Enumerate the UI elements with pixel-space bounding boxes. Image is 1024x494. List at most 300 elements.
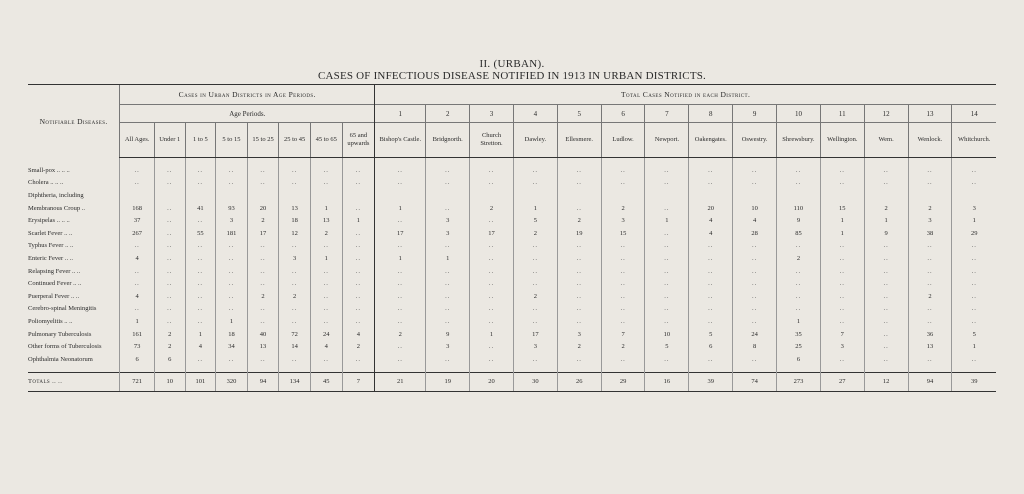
table-cell: 3 <box>279 252 311 265</box>
table-cell: .. <box>154 227 185 240</box>
disease-label: Puerperal Fever .. .. <box>28 292 80 300</box>
table-cell: .. <box>908 315 952 328</box>
table-cell: .. <box>645 252 689 265</box>
table-cell: 6 <box>154 353 185 366</box>
table-cell: .. <box>689 277 733 290</box>
table-row <box>28 303 996 316</box>
table-cell: 2 <box>557 340 601 353</box>
table-cell <box>557 189 601 202</box>
table-cell: 7 <box>342 372 375 391</box>
table-cell: .. <box>279 303 311 316</box>
district-name-header: Newport. <box>645 123 689 158</box>
table-cell: 1 <box>777 315 821 328</box>
table-cell: .. <box>426 303 470 316</box>
district-number-2: 2 <box>426 105 470 123</box>
district-name-header: Church Stretton. <box>470 123 514 158</box>
table-cell: 3 <box>426 227 470 240</box>
table-cell: 5 <box>645 340 689 353</box>
table-cell: .. <box>733 290 777 303</box>
table-cell: .. <box>601 353 645 366</box>
table-cell: .. <box>864 240 908 253</box>
table-row <box>28 177 996 190</box>
table-row <box>28 340 996 353</box>
table-cell: 3 <box>426 214 470 227</box>
table-cell: 1 <box>342 214 375 227</box>
table-cell: 38 <box>908 227 952 240</box>
table-cell: .. <box>375 277 426 290</box>
table-cell: .. <box>279 240 311 253</box>
table-cell: .. <box>154 277 185 290</box>
table-cell: .. <box>601 290 645 303</box>
table-cell: .. <box>645 353 689 366</box>
table-cell: 1 <box>185 328 216 341</box>
table-cell: 15 <box>601 227 645 240</box>
table-cell: 10 <box>154 372 185 391</box>
table-cell: 19 <box>557 227 601 240</box>
table-cell: .. <box>689 315 733 328</box>
table-cell: .. <box>216 353 248 366</box>
table-cell: .. <box>247 315 279 328</box>
age-column-header: 15 to 25 <box>247 123 279 158</box>
table-cell: .. <box>645 164 689 177</box>
table-cell: 2 <box>470 202 514 215</box>
table-cell: .. <box>864 290 908 303</box>
table-cell: 2 <box>908 290 952 303</box>
table-cell: .. <box>310 240 342 253</box>
district-name-header: Ludlow. <box>601 123 645 158</box>
district-name-header: Bridgnorth. <box>426 123 470 158</box>
disease-label: Membranous Croup .. <box>28 204 86 212</box>
table-cell: .. <box>908 240 952 253</box>
table-cell <box>470 189 514 202</box>
table-cell: .. <box>733 353 777 366</box>
table-cell: .. <box>864 328 908 341</box>
table-cell: .. <box>279 353 311 366</box>
table-cell: .. <box>470 164 514 177</box>
table-cell: 2 <box>513 227 557 240</box>
table-cell: .. <box>342 277 375 290</box>
table-cell: 1 <box>470 328 514 341</box>
table-cell: .. <box>185 265 216 278</box>
table-cell: 6 <box>777 353 821 366</box>
table-cell: .. <box>375 164 426 177</box>
disease-label: Relapsing Fever .. .. <box>28 267 81 275</box>
table-cell: .. <box>601 303 645 316</box>
table-cell: .. <box>689 290 733 303</box>
table-cell: .. <box>689 177 733 190</box>
table-cell: 9 <box>426 328 470 341</box>
table-cell: .. <box>185 177 216 190</box>
table-cell: .. <box>185 290 216 303</box>
table-cell: .. <box>645 240 689 253</box>
table-row <box>28 214 996 227</box>
age-column-header: All Ages. <box>120 123 155 158</box>
table-cell <box>908 189 952 202</box>
district-name-header: Wellington. <box>820 123 864 158</box>
disease-label: Pulmonary Tuberculosis <box>28 330 92 338</box>
table-cell: .. <box>279 315 311 328</box>
table-cell <box>279 189 311 202</box>
table-cell: 2 <box>247 214 279 227</box>
table-cell: .. <box>342 265 375 278</box>
table-cell: .. <box>310 277 342 290</box>
table-cell: 267 <box>120 227 155 240</box>
table-cell: .. <box>557 252 601 265</box>
table-cell: 35 <box>777 328 821 341</box>
table-cell: 4 <box>689 227 733 240</box>
table-cell: .. <box>470 315 514 328</box>
table-row <box>28 252 996 265</box>
table-cell: .. <box>864 177 908 190</box>
disease-label: Small-pox .. .. .. <box>28 166 70 174</box>
table-cell: 17 <box>375 227 426 240</box>
table-cell: .. <box>513 277 557 290</box>
table-cell: .. <box>426 265 470 278</box>
table-cell: .. <box>216 164 248 177</box>
table-cell: 5 <box>513 214 557 227</box>
table-cell: .. <box>513 252 557 265</box>
table-cell: .. <box>154 290 185 303</box>
table-cell: .. <box>513 315 557 328</box>
table-cell: .. <box>154 214 185 227</box>
table-cell: .. <box>279 265 311 278</box>
table-cell <box>513 189 557 202</box>
table-cell: 101 <box>185 372 216 391</box>
table-cell: .. <box>216 240 248 253</box>
infectious-disease-table <box>28 84 996 392</box>
table-cell: .. <box>426 315 470 328</box>
table-cell <box>601 189 645 202</box>
table-cell: 24 <box>733 328 777 341</box>
table-cell: 10 <box>645 328 689 341</box>
table-cell: .. <box>601 252 645 265</box>
table-cell: .. <box>689 252 733 265</box>
table-cell: .. <box>375 353 426 366</box>
table-cell: .. <box>645 202 689 215</box>
table-cell: .. <box>342 315 375 328</box>
table-cell: .. <box>310 177 342 190</box>
table-cell: 1 <box>952 340 996 353</box>
table-cell: .. <box>513 303 557 316</box>
table-cell: .. <box>601 277 645 290</box>
table-row <box>28 315 996 328</box>
table-cell: 181 <box>216 227 248 240</box>
table-cell: .. <box>310 303 342 316</box>
table-cell: 161 <box>120 328 155 341</box>
table-cell: 25 <box>777 340 821 353</box>
table-cell: .. <box>185 214 216 227</box>
table-cell: 5 <box>952 328 996 341</box>
table-cell: 4 <box>689 214 733 227</box>
table-cell: 13 <box>310 214 342 227</box>
table-cell: 39 <box>952 372 996 391</box>
table-cell: .. <box>820 290 864 303</box>
table-cell: .. <box>342 164 375 177</box>
table-cell: 16 <box>645 372 689 391</box>
age-column-header: Under 1 <box>154 123 185 158</box>
table-cell: .. <box>342 240 375 253</box>
table-cell: .. <box>733 252 777 265</box>
table-cell: .. <box>557 353 601 366</box>
table-number: II. (URBAN). <box>479 58 545 70</box>
table-cell: .. <box>470 177 514 190</box>
table-cell: 1 <box>820 227 864 240</box>
table-cell: 2 <box>375 328 426 341</box>
table-cell: .. <box>342 353 375 366</box>
table-cell: .. <box>820 353 864 366</box>
table-cell: 1 <box>375 252 426 265</box>
disease-label: Diphtheria, including <box>28 191 84 199</box>
table-cell <box>733 189 777 202</box>
table-cell: .. <box>513 353 557 366</box>
table-cell: 7 <box>820 328 864 341</box>
table-cell: 3 <box>820 340 864 353</box>
table-cell: 15 <box>820 202 864 215</box>
table-cell: 18 <box>279 214 311 227</box>
table-cell: .. <box>310 164 342 177</box>
table-cell: 2 <box>310 227 342 240</box>
table-cell: 14 <box>279 340 311 353</box>
table-cell <box>154 189 185 202</box>
table-cell <box>342 189 375 202</box>
district-name-header: Bishop's Castle. <box>375 123 426 158</box>
table-cell <box>820 189 864 202</box>
table-cell: .. <box>733 277 777 290</box>
table-cell: .. <box>216 290 248 303</box>
table-cell: .. <box>375 290 426 303</box>
table-cell: 2 <box>601 202 645 215</box>
table-cell: .. <box>645 290 689 303</box>
age-column-header: 1 to 5 <box>185 123 216 158</box>
table-cell: 1 <box>216 315 248 328</box>
district-number-9: 9 <box>733 105 777 123</box>
table-row <box>28 164 996 177</box>
age-group-header: Cases in Urban Districts in Age Periods. <box>120 85 375 105</box>
table-cell: .. <box>185 277 216 290</box>
table-cell: .. <box>375 340 426 353</box>
table-cell: .. <box>154 252 185 265</box>
table-cell: .. <box>310 265 342 278</box>
table-cell: .. <box>279 277 311 290</box>
table-cell: 2 <box>342 340 375 353</box>
table-cell: 17 <box>513 328 557 341</box>
table-cell: 26 <box>557 372 601 391</box>
table-cell: 3 <box>557 328 601 341</box>
table-cell: .. <box>185 240 216 253</box>
district-number-4: 4 <box>513 105 557 123</box>
table-cell: .. <box>426 202 470 215</box>
table-cell: .. <box>557 303 601 316</box>
district-number-13: 13 <box>908 105 952 123</box>
table-cell: .. <box>375 265 426 278</box>
disease-label: Scarlet Fever .. .. <box>28 229 73 237</box>
table-cell: 6 <box>120 353 155 366</box>
table-cell: .. <box>689 240 733 253</box>
table-cell: .. <box>820 303 864 316</box>
table-cell: 320 <box>216 372 248 391</box>
table-cell: 6 <box>689 340 733 353</box>
table-cell: 2 <box>154 340 185 353</box>
table-cell: .. <box>601 177 645 190</box>
district-number-5: 5 <box>557 105 601 123</box>
table-cell: 74 <box>733 372 777 391</box>
table-cell: .. <box>557 240 601 253</box>
table-cell: .. <box>820 277 864 290</box>
table-cell: 3 <box>601 214 645 227</box>
table-cell <box>310 189 342 202</box>
table-cell: 29 <box>952 227 996 240</box>
table-cell: 1 <box>120 315 155 328</box>
table-cell: 93 <box>216 202 248 215</box>
table-cell: .. <box>470 340 514 353</box>
table-cell: 9 <box>777 214 821 227</box>
table-cell: 94 <box>908 372 952 391</box>
table-cell: 19 <box>426 372 470 391</box>
table-cell: .. <box>864 265 908 278</box>
table-cell: .. <box>864 340 908 353</box>
table-cell: 2 <box>864 202 908 215</box>
table-cell: 55 <box>185 227 216 240</box>
table-cell: .. <box>216 177 248 190</box>
district-name-header: Shrewsbury. <box>777 123 821 158</box>
table-cell: .. <box>820 315 864 328</box>
table-cell: 2 <box>908 202 952 215</box>
table-cell: 12 <box>279 227 311 240</box>
district-name-header: Dawley. <box>513 123 557 158</box>
table-cell: .. <box>557 277 601 290</box>
table-cell: 4 <box>310 340 342 353</box>
district-name-header: Ellesmere. <box>557 123 601 158</box>
table-cell: 1 <box>645 214 689 227</box>
district-name-header: Oswestry. <box>733 123 777 158</box>
table-cell: .. <box>279 177 311 190</box>
table-cell: .. <box>375 177 426 190</box>
totals-label: Totals .. .. <box>28 372 120 391</box>
disease-label: Poliomyelitis .. .. <box>28 317 73 325</box>
table-cell: .. <box>513 240 557 253</box>
table-cell: .. <box>470 303 514 316</box>
table-cell: .. <box>120 277 155 290</box>
table-cell: .. <box>247 303 279 316</box>
table-cell: .. <box>908 265 952 278</box>
table-cell <box>426 189 470 202</box>
district-number-12: 12 <box>864 105 908 123</box>
table-cell: .. <box>645 227 689 240</box>
table-cell: 2 <box>601 340 645 353</box>
table-cell: 2 <box>777 252 821 265</box>
district-number-6: 6 <box>601 105 645 123</box>
table-row <box>28 265 996 278</box>
table-row <box>28 328 996 341</box>
table-cell: .. <box>952 164 996 177</box>
table-cell: .. <box>601 265 645 278</box>
table-cell: .. <box>557 265 601 278</box>
table-cell: .. <box>777 290 821 303</box>
table-cell: .. <box>120 164 155 177</box>
table-cell: 18 <box>216 328 248 341</box>
table-row <box>28 277 996 290</box>
table-cell: .. <box>426 277 470 290</box>
table-cell: 168 <box>120 202 155 215</box>
district-number-14: 14 <box>952 105 996 123</box>
table-cell: .. <box>470 214 514 227</box>
table-cell: .. <box>247 277 279 290</box>
table-cell: 94 <box>247 372 279 391</box>
district-number-7: 7 <box>645 105 689 123</box>
table-cell: .. <box>777 277 821 290</box>
table-cell: 2 <box>557 214 601 227</box>
table-cell: .. <box>820 177 864 190</box>
district-group-header: Total Cases Notified in each District. <box>375 85 996 105</box>
table-cell: 13 <box>247 340 279 353</box>
table-cell: .. <box>120 177 155 190</box>
table-cell: .. <box>689 265 733 278</box>
table-cell: .. <box>952 303 996 316</box>
table-cell: 273 <box>777 372 821 391</box>
table-cell: .. <box>185 315 216 328</box>
age-column-header: 45 to 65 <box>310 123 342 158</box>
table-cell <box>216 189 248 202</box>
table-row <box>28 189 996 202</box>
table-cell: .. <box>908 277 952 290</box>
table-row <box>28 353 996 366</box>
table-cell: .. <box>864 164 908 177</box>
table-cell: 20 <box>689 202 733 215</box>
table-cell: .. <box>733 265 777 278</box>
table-cell: .. <box>777 164 821 177</box>
table-cell: .. <box>908 252 952 265</box>
table-cell: .. <box>185 353 216 366</box>
table-cell: 20 <box>247 202 279 215</box>
table-cell: 4 <box>185 340 216 353</box>
district-name-header: Wenlock. <box>908 123 952 158</box>
table-cell: 1 <box>820 214 864 227</box>
table-cell: .. <box>952 265 996 278</box>
table-cell: .. <box>952 290 996 303</box>
table-cell: .. <box>247 265 279 278</box>
table-cell: .. <box>513 265 557 278</box>
table-cell: 7 <box>601 328 645 341</box>
table-cell: .. <box>820 252 864 265</box>
table-cell: .. <box>310 290 342 303</box>
table-cell: .. <box>733 315 777 328</box>
table-cell: .. <box>908 303 952 316</box>
table-row <box>28 227 996 240</box>
table-cell: .. <box>154 265 185 278</box>
table-cell: .. <box>185 303 216 316</box>
table-cell: 4 <box>120 252 155 265</box>
table-cell: .. <box>426 164 470 177</box>
table-cell: 72 <box>279 328 311 341</box>
table-cell: .. <box>470 240 514 253</box>
table-cell: .. <box>342 177 375 190</box>
table-cell: .. <box>952 277 996 290</box>
table-cell: 3 <box>952 202 996 215</box>
table-cell: .. <box>733 177 777 190</box>
district-number-8: 8 <box>689 105 733 123</box>
table-cell: 1 <box>952 214 996 227</box>
table-cell <box>777 189 821 202</box>
table-cell: 8 <box>733 340 777 353</box>
table-cell: 34 <box>216 340 248 353</box>
table-cell: 10 <box>733 202 777 215</box>
table-cell: .. <box>777 240 821 253</box>
table-cell: .. <box>601 164 645 177</box>
table-cell: .. <box>185 164 216 177</box>
table-cell: 3 <box>426 340 470 353</box>
table-cell: .. <box>820 164 864 177</box>
table-cell: 41 <box>185 202 216 215</box>
